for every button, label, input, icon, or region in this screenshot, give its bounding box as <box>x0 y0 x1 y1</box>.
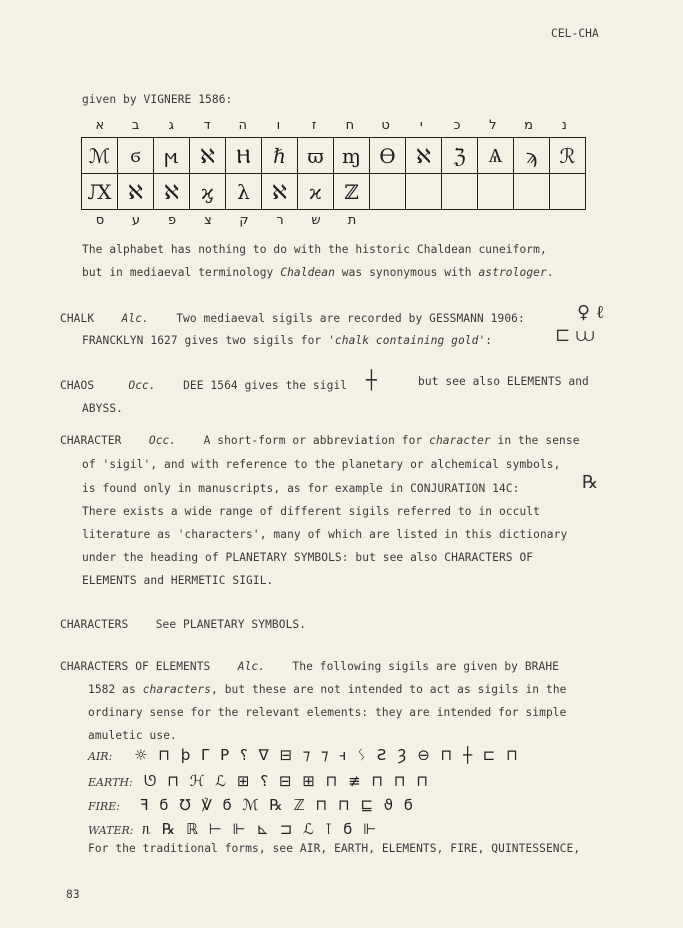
sigil-cell <box>442 174 478 210</box>
element-label: EARTH: <box>88 776 133 789</box>
text-run: 1582 as <box>88 683 143 696</box>
entry-head: CHAOS <box>60 379 95 392</box>
entry-text-line: There exists a wide range of different sigils referred to in occult <box>82 505 540 518</box>
hebrew-letter: ק <box>239 213 249 228</box>
sigil-cell: ϴ <box>370 138 406 174</box>
element-sigil-row-air <box>88 745 521 765</box>
entry-characters <box>60 618 306 631</box>
entry-text-line <box>82 334 492 347</box>
conjuration-sigil-icon: ℞ <box>582 472 599 493</box>
sigil-cell: ɱ <box>334 138 370 174</box>
entry-head: CHARACTERS <box>60 618 129 631</box>
sigil-cell: ℛ <box>550 138 586 174</box>
sigil-cell: ϰ <box>298 174 334 210</box>
hebrew-letter: צ <box>204 213 212 228</box>
entry-text-line: ordinary sense for the relevant elements: they are intended for simple <box>88 706 567 719</box>
hebrew-letter: ו <box>276 118 281 133</box>
text-run: but in mediaeval terminology <box>82 266 281 279</box>
element-sigil-row-fire <box>88 795 416 814</box>
hebrew-letter: ד <box>203 118 211 133</box>
hebrew-letter: ח <box>345 118 355 133</box>
entry-text-line: amuletic use. <box>88 729 177 742</box>
sigil-cell: ϡ <box>514 138 550 174</box>
element-label: FIRE: <box>88 800 120 813</box>
text-run: : <box>485 334 493 347</box>
entry-text-line: literature as 'characters', many of which are listed in this dictionary <box>82 528 568 541</box>
entry-text-line: For the traditional forms, see AIR, EARTH, ELEMENTS, FIRE, QUINTESSENCE, <box>88 842 581 855</box>
hebrew-letter: פ <box>167 213 177 228</box>
sigil-cell: Ѧ <box>478 138 514 174</box>
entry-head: CHARACTER <box>60 434 122 447</box>
italic-quote: 'chalk containing gold' <box>328 334 486 347</box>
sigil-cell: ℵ <box>262 174 298 210</box>
entry-character <box>60 434 580 447</box>
water-sigils-icon: ᥰ ℞ ℝ ⊢ ⊩ ⊾ ⊐ ℒ ⊺ ϭ ⊩ <box>142 820 380 838</box>
sigil-cell: ϗ <box>190 174 226 210</box>
text-run: FRANCKLYN 1627 gives two sigils for <box>82 334 329 347</box>
hebrew-letter: ש <box>311 213 321 228</box>
entry-text-line <box>88 683 567 696</box>
running-head: CEL-CHA <box>551 27 599 40</box>
sigil-cell: ℏ <box>262 138 298 174</box>
text-run: in the sense <box>490 434 580 447</box>
hebrew-letter: מ <box>524 118 533 133</box>
sigil-cell <box>478 174 514 210</box>
entry-text-line: is found only in manuscripts, as for example in CONJURATION 14C: <box>82 482 520 495</box>
hebrew-letters-top <box>82 118 582 133</box>
entry-text: but see also ELEMENTS and <box>418 375 589 388</box>
hebrew-letter: ר <box>276 213 284 228</box>
element-sigil-row-water <box>88 819 379 838</box>
sigil-cell <box>514 174 550 210</box>
chaldean-alphabet-table <box>81 137 586 210</box>
sigil-cell <box>406 174 442 210</box>
text-run: A short-form or abbreviation for <box>203 434 430 447</box>
sigil-cell: Ԕ <box>82 174 118 210</box>
alphabet-note-line: The alphabet has nothing to do with the historic Chaldean cuneiform, <box>82 243 547 256</box>
element-label: WATER: <box>88 824 134 837</box>
air-sigils-icon: ☼ ⊓ ϸ Γ P ⸮ ∇ ⊟ ⁊ ⁊ ꟶ ᛊ Ƨ Ȝ ⊖ ⊓ ┼ ⊏ ⊓ <box>134 746 521 764</box>
element-label: AIR: <box>88 750 113 763</box>
hebrew-letters-bottom <box>82 213 582 228</box>
hebrew-letter: ב <box>131 118 140 133</box>
sigil-cell: ϭ <box>118 138 154 174</box>
hebrew-letter: ט <box>381 118 390 133</box>
entry-tag: Alc. <box>121 312 149 325</box>
entry-tag: Occ. <box>148 434 177 447</box>
page-number: 83 <box>66 888 80 901</box>
sigil-cell: λ <box>226 174 262 210</box>
text-run: was synonymous with <box>334 266 479 279</box>
earth-sigils-icon: ᘎ ⊓ ℋ ℒ ⊞ ⸮ ⊟ ⊞ ⊓ ≢ ⊓ ⊓ ⊓ <box>144 772 432 790</box>
italic-term: character <box>429 434 491 447</box>
sigil-cell: ℵ <box>190 138 226 174</box>
hebrew-letter: נ <box>561 118 567 133</box>
sigil-cell: ℤ <box>334 174 370 210</box>
text-run: , but these are not intended to act as sigils in the <box>211 683 567 696</box>
chaos-sigil-icon: ┼ <box>366 370 377 391</box>
sigil-cell: ℵ <box>406 138 442 174</box>
entry-characters-of-elements <box>60 660 559 673</box>
alphabet-note-line <box>82 266 554 279</box>
hebrew-letter: ע <box>131 213 141 228</box>
hebrew-letter: ג <box>168 118 174 133</box>
hebrew-letter: ז <box>311 118 317 133</box>
element-sigil-row-earth <box>88 771 431 790</box>
italic-term: characters <box>142 683 212 696</box>
entry-tag: Occ. <box>128 379 156 392</box>
hebrew-letter: ס <box>95 213 105 228</box>
hebrew-letter: י <box>419 118 423 133</box>
sigil-cell: ϻ <box>154 138 190 174</box>
cross-reference: See PLANETARY SYMBOLS. <box>155 618 307 631</box>
entry-text: Two mediaeval sigils are recorded by GESSMANN 1906: <box>176 312 525 325</box>
entry-chalk <box>60 312 525 325</box>
italic-term: astrologer <box>478 266 547 279</box>
sigil-cell: ℳ <box>82 138 118 174</box>
hebrew-letter: ה <box>238 118 247 133</box>
sigil-cell: ℵ <box>154 174 190 210</box>
entry-text-line: of 'sigil', and with reference to the planetary or alchemical symbols, <box>82 458 561 471</box>
hebrew-letter: כ <box>453 118 461 133</box>
fire-sigils-icon: ꟻ ϭ ℧ ℣ ϭ ℳ ℞ ℤ ⊓ ⊓ ⊑ ϑ ϭ <box>140 796 417 814</box>
sigil-cell <box>370 174 406 210</box>
intro-line: given by VIGNERE 1586: <box>82 93 233 106</box>
entry-chaos <box>60 379 347 392</box>
entry-text-line: ABYSS. <box>82 402 124 415</box>
sigil-cell: ℨ <box>442 138 478 174</box>
entry-text: DEE 1564 gives the sigil <box>183 379 348 392</box>
italic-term: Chaldean <box>280 266 335 279</box>
sigil-cell: ℵ <box>118 174 154 210</box>
text-run: . <box>546 266 554 279</box>
hebrew-letter: ל <box>489 118 497 133</box>
sigil-cell <box>550 174 586 210</box>
chalk-sigils-icon: ♀ ℓ <box>577 302 605 323</box>
chalk-gold-sigils-icon: ⊏ ⩊ <box>555 325 595 346</box>
sigil-cell: Ⲏ <box>226 138 262 174</box>
entry-text-line: ELEMENTS and HERMETIC SIGIL. <box>82 574 274 587</box>
entry-head: CHARACTERS OF ELEMENTS <box>60 660 211 673</box>
hebrew-letter: א <box>95 118 105 133</box>
entry-text-line: under the heading of PLANETARY SYMBOLS: but see also CHARACTERS OF <box>82 551 534 564</box>
sigil-cell: ϖ <box>298 138 334 174</box>
entry-head: CHALK <box>60 312 95 325</box>
entry-tag: Alc. <box>237 660 266 673</box>
entry-text: The following sigils are given by BRAHE <box>292 660 560 673</box>
hebrew-letter: ת <box>347 213 357 228</box>
